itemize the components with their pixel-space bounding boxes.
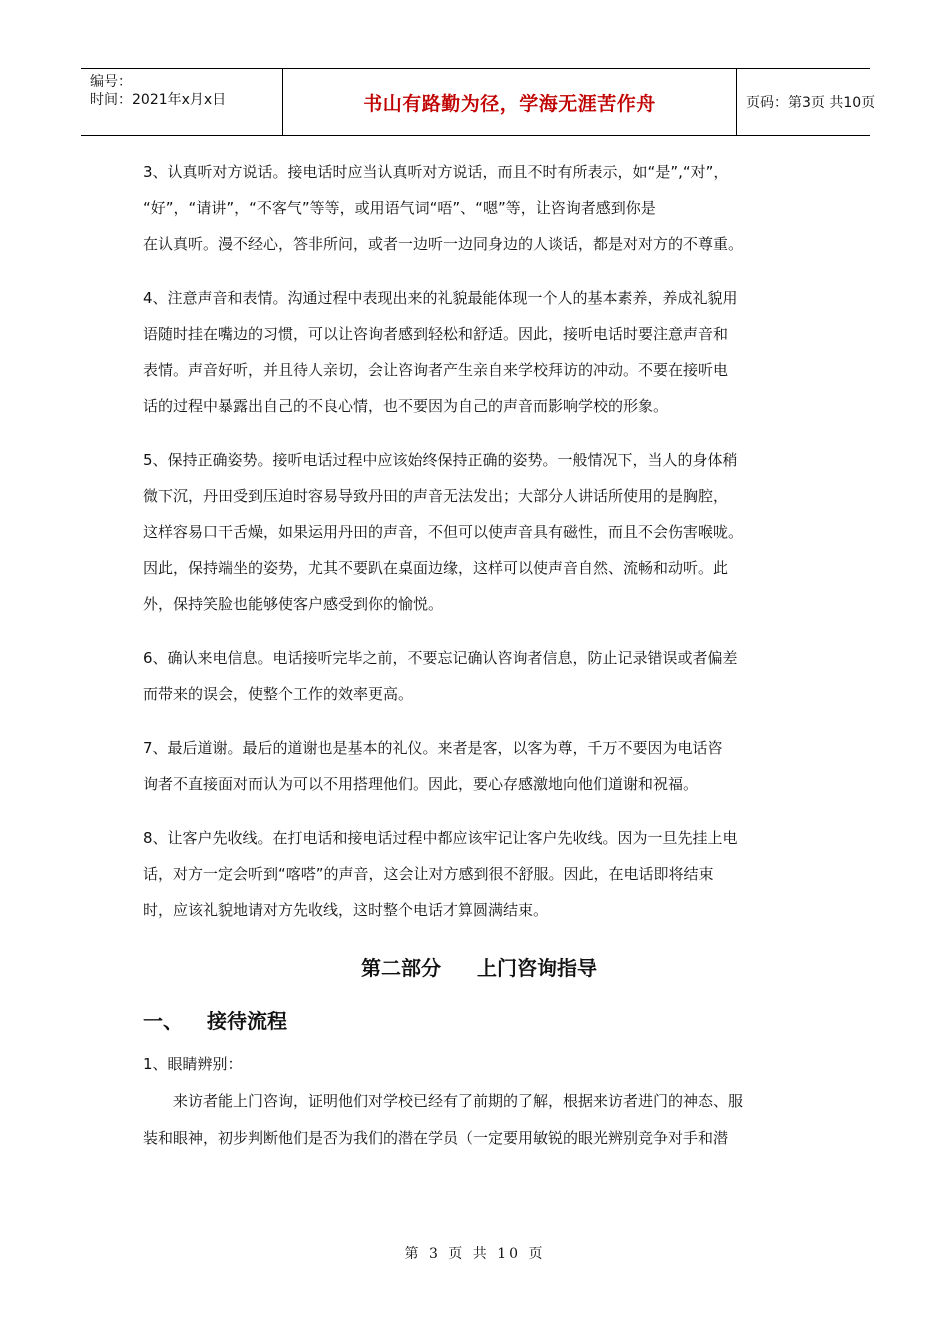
section-title-text: 上门咨询指导 — [477, 956, 597, 980]
page-header — [81, 68, 876, 136]
header-motto: 书山有路勤为径，学海无涯苦作舟 — [363, 93, 656, 115]
section-heading — [143, 950, 815, 986]
subsection-title-text: 接待流程 — [207, 1009, 287, 1033]
header-number-label: 编号： — [90, 74, 132, 90]
paragraph-5 — [143, 442, 815, 622]
subsection-number: 一、 — [143, 1009, 183, 1033]
header-time-label: 时间：2021年x月x日 — [90, 92, 227, 108]
page-footer: 第 3 页 共 10 页 — [404, 1246, 546, 1262]
text-line: 7、最后道谢。最后的道谢也是基本的礼仪。来者是客，以客为尊，千万不要因为电话咨 — [143, 739, 723, 757]
header-motto-cell — [282, 69, 737, 135]
text-line: 在认真听。漫不经心，答非所问，或者一边听一边同身边的人谈话，都是对对方的不尊重。 — [143, 235, 744, 253]
text-line: “好”，“请讲”，“不客气”等等，或用语气词“唔”、“嗯”等，让咨询者感到你是 — [143, 199, 656, 217]
paragraph-8 — [143, 820, 815, 928]
paragraph-3 — [143, 154, 815, 262]
text-line: 来访者能上门咨询，证明他们对学校已经有了前期的了解，根据来访者进门的神态、服 — [173, 1092, 744, 1110]
text-line: 语随时挂在嘴边的习惯，可以让咨询者感到轻松和舒适。因此，接听电话时要注意声音和 — [143, 325, 729, 343]
text-line: 装和眼神，初步判断他们是否为我们的潜在学员（一定要用敏锐的眼光辨别竞争对手和潜 — [143, 1129, 729, 1147]
text-line: 4、注意声音和表情。沟通过程中表现出来的礼貌最能体现一个人的基本素养，养成礼貌用 — [143, 289, 738, 307]
text-line: 话的过程中暴露出自己的不良心情，也不要因为自己的声音而影响学校的形象。 — [143, 397, 669, 415]
text-line: 8、让客户先收线。在打电话和接电话过程中都应该牢记让客户先收线。因为一旦先挂上电 — [143, 829, 738, 847]
document-body — [143, 154, 815, 1157]
header-left-cell — [81, 69, 282, 135]
text-line: 而带来的误会，使整个工作的效率更高。 — [143, 685, 414, 703]
header-page-info: 页码：第3页 共10页 — [746, 95, 876, 111]
paragraph-7 — [143, 730, 815, 802]
text-line: 3、认真听对方说话。接电话时应当认真听对方说话，而且不时有所表示，如“是”,“对”， — [143, 163, 729, 181]
subsection-heading — [143, 1006, 815, 1036]
paragraph-6 — [143, 640, 815, 712]
section-part-label: 第二部分 — [361, 956, 441, 980]
item-heading: 1、眼睛辨别： — [143, 1055, 243, 1073]
text-line: 表情。声音好听，并且待人亲切，会让咨询者产生亲自来学校拜访的冲动。不要在接听电 — [143, 361, 729, 379]
text-line: 因此，保持端坐的姿势，尤其不要趴在桌面边缘，这样可以使声音自然、流畅和动听。此 — [143, 559, 729, 577]
header-page-cell — [737, 69, 876, 135]
text-line: 5、保持正确姿势。接听电话过程中应该始终保持正确的姿势。一般情况下，当人的身体稍 — [143, 451, 738, 469]
text-line: 时，应该礼貌地请对方先收线，这时整个电话才算圆满结束。 — [143, 901, 549, 919]
paragraph-4 — [143, 280, 815, 424]
text-line: 外，保持笑脸也能够使客户感受到你的愉悦。 — [143, 595, 444, 613]
text-line: 微下沉，丹田受到压迫时容易导致丹田的声音无法发出；大部分人讲话所使用的是胸腔， — [143, 487, 729, 505]
text-line: 6、确认来电信息。电话接听完毕之前，不要忘记确认咨询者信息，防止记录错误或者偏差 — [143, 649, 738, 667]
text-line: 这样容易口干舌燥，如果运用丹田的声音，不但可以使声音具有磁性，而且不会伤害喉咙。 — [143, 523, 744, 541]
text-line: 话，对方一定会听到“喀嗒”的声音，这会让对方感到很不舒服。因此，在电话即将结束 — [143, 865, 714, 883]
text-line: 询者不直接面对而认为可以不用搭理他们。因此，要心存感激地向他们道谢和祝福。 — [143, 775, 699, 793]
